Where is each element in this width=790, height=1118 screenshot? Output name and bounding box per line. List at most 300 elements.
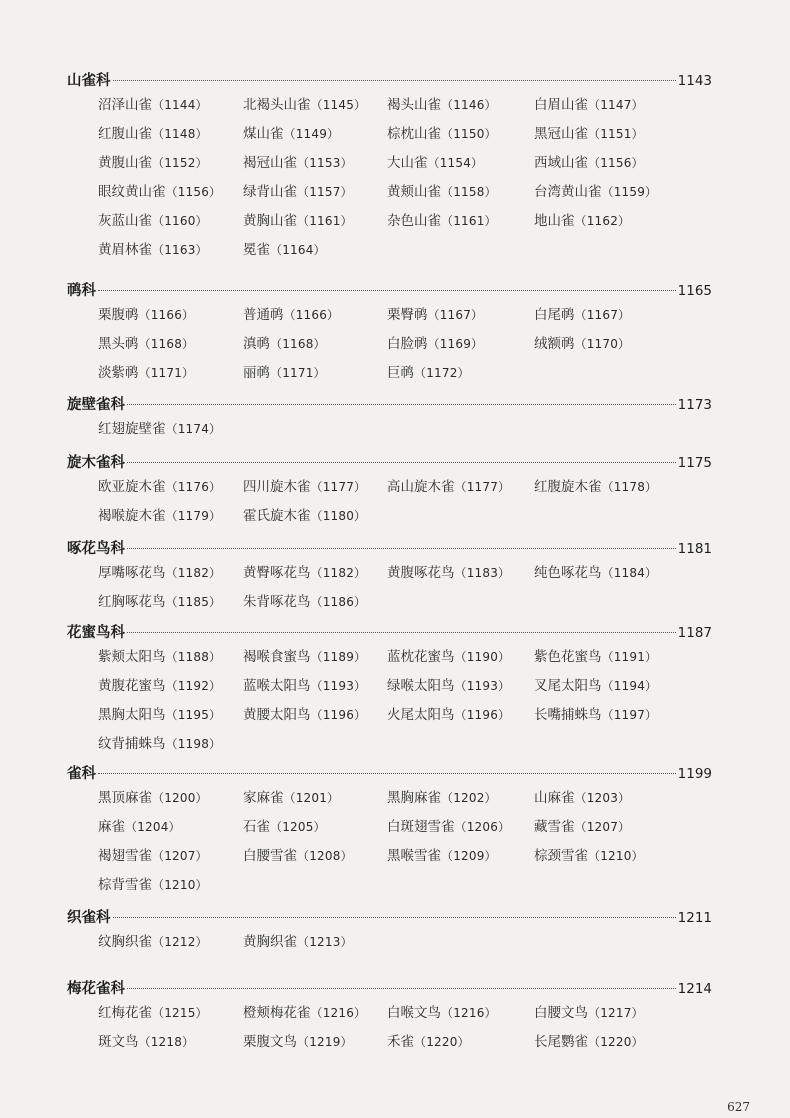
species-entry[interactable] [243,210,387,239]
species-name: 黄臀啄花鸟 [243,565,311,581]
species-entry[interactable] [534,476,684,505]
paren-close: ） [631,156,644,170]
paren-open: （ [165,679,178,693]
species-entry[interactable] [243,94,387,123]
page-number: 627 [727,1100,750,1114]
paren-open: （ [152,98,165,112]
species-entry[interactable] [534,787,684,816]
paren-close: ） [484,127,497,141]
species-entry[interactable] [243,787,387,816]
species-page-number: 1182 [177,566,210,580]
species-entry[interactable] [98,816,243,845]
species-entry[interactable] [534,704,684,733]
species-page-number: 1167 [586,308,619,322]
species-page-number: 1159 [613,185,646,199]
species-name: 北褐头山雀 [243,97,311,113]
species-name: 灰蓝山雀 [98,213,152,229]
species-entry[interactable] [98,418,243,447]
paren-close: ） [618,308,631,322]
species-entry[interactable] [387,304,534,333]
species-name: 厚嘴啄花鸟 [98,565,166,581]
species-name: 蓝喉太阳鸟 [243,678,311,694]
species-entry[interactable] [98,646,243,675]
family-header[interactable] [67,906,712,928]
species-list [98,931,712,960]
paren-close: ） [484,214,497,228]
species-page-number: 1151 [600,127,632,141]
species-page-number: 1216 [322,1006,355,1020]
paren-open: （ [441,98,454,112]
species-page-number: 1153 [309,156,341,170]
paren-close: ） [209,422,222,436]
paren-close: ） [327,308,340,322]
species-page-number: 1160 [164,214,196,228]
paren-close: ） [354,566,367,580]
paren-open: （ [165,595,178,609]
species-entry[interactable] [243,931,387,960]
paren-close: ） [168,820,181,834]
species-entry[interactable] [534,675,684,704]
species-page-number: 1149 [295,127,328,141]
paren-open: （ [441,185,454,199]
species-entry[interactable] [98,94,243,123]
family-header[interactable] [67,762,712,784]
paren-close: ） [484,185,497,199]
species-entry[interactable] [243,505,387,534]
paren-open: （ [574,337,587,351]
species-entry[interactable] [98,1031,243,1060]
species-page-number: 1150 [453,127,485,141]
species-page-number: 1162 [586,214,619,228]
species-page-number: 1217 [600,1006,632,1020]
species-page-number: 1212 [164,935,196,949]
species-entry[interactable] [534,1002,684,1031]
paren-open: （ [601,566,614,580]
family-section [67,906,712,960]
species-entry[interactable] [387,845,534,874]
species-name: 黑顶麻雀 [98,790,152,806]
paren-close: ） [471,337,484,351]
dot-leader [127,404,676,405]
species-name: 棕背雪雀 [98,877,152,893]
paren-open: （ [138,308,151,322]
paren-close: ） [498,679,511,693]
species-entry[interactable] [243,1031,387,1060]
species-entry[interactable] [243,845,387,874]
species-name: 黄腰太阳鸟 [243,707,311,723]
family-header[interactable] [67,393,712,415]
paren-open: （ [270,337,283,351]
family-header[interactable] [67,621,712,643]
species-entry[interactable] [387,362,534,391]
paren-open: （ [297,156,310,170]
species-entry[interactable] [98,845,243,874]
paren-close: ） [631,98,644,112]
species-name: 巨䴓 [387,365,414,381]
species-name: 石雀 [243,819,270,835]
species-name: 黄颊山雀 [387,184,441,200]
paren-close: ） [195,127,208,141]
family-page-number: 1175 [677,455,712,471]
species-entry[interactable] [98,333,243,362]
paren-open: （ [588,1035,601,1049]
family-section [67,451,712,534]
paren-close: ） [340,849,353,863]
species-name: 地山雀 [534,213,575,229]
paren-open: （ [454,480,467,494]
paren-close: ） [195,878,208,892]
species-name: 长嘴捕蛛鸟 [534,707,602,723]
species-entry[interactable] [98,733,243,762]
species-entry[interactable] [387,210,534,239]
paren-open: （ [601,708,614,722]
species-entry[interactable] [387,152,534,181]
species-entry[interactable] [387,476,534,505]
species-name: 煤山雀 [243,126,284,142]
species-entry[interactable] [98,239,243,268]
species-name: 褐冠山雀 [243,155,297,171]
paren-open: （ [441,849,454,863]
species-page-number: 1205 [282,820,314,834]
paren-open: （ [310,566,323,580]
species-name: 橙颊梅花雀 [243,1005,311,1021]
paren-open: （ [270,243,283,257]
species-page-number: 1195 [177,708,210,722]
family-name: 旋壁雀科 [67,397,125,413]
species-page-number: 1210 [164,878,196,892]
paren-close: ） [340,185,353,199]
paren-open: （ [283,308,296,322]
species-entry[interactable] [387,94,534,123]
species-name: 欧亚旋木雀 [98,479,166,495]
paren-open: （ [152,214,165,228]
paren-open: （ [310,679,323,693]
paren-close: ） [354,595,367,609]
species-page-number: 1168 [150,337,183,351]
species-entry[interactable] [98,152,243,181]
paren-close: ） [484,98,497,112]
species-name: 霍氏旋木雀 [243,508,311,524]
species-entry[interactable] [243,675,387,704]
species-entry[interactable] [98,181,243,210]
species-entry[interactable] [243,646,387,675]
paren-close: ） [209,566,222,580]
species-name: 栗腹文鸟 [243,1034,297,1050]
paren-close: ） [313,820,326,834]
species-page-number: 1220 [600,1035,632,1049]
species-name: 白斑翅雪雀 [387,819,455,835]
family-header[interactable] [67,279,712,301]
species-page-number: 1164 [282,243,314,257]
family-name: 旋木雀科 [67,455,125,471]
paren-close: ） [195,156,208,170]
species-entry[interactable] [387,787,534,816]
species-name: 紫颊太阳鸟 [98,649,166,665]
species-page-number: 1196 [322,708,355,722]
paren-close: ） [484,1006,497,1020]
species-entry[interactable] [387,333,534,362]
species-page-number: 1183 [466,566,499,580]
species-name: 山麻雀 [534,790,575,806]
species-page-number: 1216 [453,1006,485,1020]
species-page-number: 1192 [177,679,210,693]
species-entry[interactable] [387,1031,534,1060]
species-page-number: 1146 [453,98,485,112]
dot-leader [98,773,676,774]
species-entry[interactable] [98,931,243,960]
species-entry[interactable] [98,476,243,505]
paren-open: （ [165,422,178,436]
paren-close: ） [457,366,470,380]
species-entry[interactable] [534,152,684,181]
species-entry[interactable] [243,362,387,391]
species-entry[interactable] [534,646,684,675]
species-page-number: 1193 [322,679,355,693]
species-page-number: 1154 [439,156,472,170]
species-name: 淡紫䴓 [98,365,139,381]
species-page-number: 1176 [177,480,210,494]
paren-close: ） [340,935,353,949]
species-entry[interactable] [98,675,243,704]
family-header[interactable] [67,69,712,91]
paren-close: ） [484,849,497,863]
species-page-number: 1207 [586,820,619,834]
family-name: 织雀科 [67,910,111,926]
dot-leader [127,988,676,989]
species-entry[interactable] [243,591,387,620]
species-name: 斑文鸟 [98,1034,139,1050]
species-page-number: 1156 [600,156,632,170]
species-name: 黑胸太阳鸟 [98,707,166,723]
paren-close: ） [498,480,511,494]
species-list [98,646,712,762]
paren-open: （ [310,650,323,664]
family-page-number: 1173 [677,397,712,413]
species-entry[interactable] [98,505,243,534]
species-name: 西域山雀 [534,155,588,171]
family-section [67,393,712,447]
species-entry[interactable] [98,591,243,620]
species-page-number: 1196 [466,708,499,722]
dot-leader [127,548,676,549]
species-entry[interactable] [243,304,387,333]
species-name: 黄腹山雀 [98,155,152,171]
species-entry[interactable] [387,181,534,210]
species-entry[interactable] [387,704,534,733]
family-header[interactable] [67,977,712,999]
species-list [98,562,712,620]
species-entry[interactable] [387,646,534,675]
species-page-number: 1171 [150,366,183,380]
paren-open: （ [152,1006,165,1020]
species-list [98,94,712,268]
species-entry[interactable] [243,562,387,591]
species-entry[interactable] [98,1002,243,1031]
paren-close: ） [631,849,644,863]
paren-close: ） [354,1006,367,1020]
species-name: 冕雀 [243,242,270,258]
paren-open: （ [125,820,138,834]
species-entry[interactable] [98,874,243,903]
species-entry[interactable] [243,123,387,152]
paren-open: （ [283,127,296,141]
paren-open: （ [297,849,310,863]
paren-open: （ [152,127,165,141]
species-page-number: 1144 [164,98,196,112]
paren-open: （ [152,156,165,170]
paren-open: （ [165,509,178,523]
species-page-number: 1201 [295,791,328,805]
paren-open: （ [441,127,454,141]
species-name: 纹背捕蛛鸟 [98,736,166,752]
paren-open: （ [297,935,310,949]
species-entry[interactable] [387,562,534,591]
paren-close: ） [209,185,222,199]
paren-close: ） [484,791,497,805]
paren-close: ） [631,127,644,141]
species-name: 棕枕山雀 [387,126,441,142]
paren-open: （ [414,366,427,380]
paren-close: ） [354,98,367,112]
species-name: 褐翅雪雀 [98,848,152,864]
species-entry[interactable] [387,816,534,845]
species-entry[interactable] [98,123,243,152]
species-entry[interactable] [243,333,387,362]
species-entry[interactable] [534,94,684,123]
dot-leader [127,632,676,633]
species-entry[interactable] [387,123,534,152]
species-name: 黑喉雪雀 [387,848,441,864]
species-page-number: 1171 [282,366,314,380]
paren-close: ） [618,820,631,834]
species-page-number: 1186 [322,595,355,609]
paren-open: （ [297,214,310,228]
species-name: 大山雀 [387,155,428,171]
species-name: 褐喉旋木雀 [98,508,166,524]
paren-open: （ [152,243,165,257]
species-entry[interactable] [243,152,387,181]
species-name: 家麻雀 [243,790,284,806]
paren-open: （ [310,708,323,722]
paren-close: ） [209,679,222,693]
paren-close: ） [195,849,208,863]
paren-close: ） [182,337,195,351]
species-entry[interactable] [243,476,387,505]
paren-open: （ [441,1006,454,1020]
species-entry[interactable] [534,1031,684,1060]
species-name: 绿喉太阳鸟 [387,678,455,694]
paren-close: ） [645,480,658,494]
paren-close: ） [195,243,208,257]
family-header[interactable] [67,537,712,559]
species-entry[interactable] [98,362,243,391]
species-entry[interactable] [98,787,243,816]
species-entry[interactable] [534,181,684,210]
species-entry[interactable] [243,239,387,268]
species-entry[interactable] [98,704,243,733]
paren-open: （ [138,366,151,380]
species-entry[interactable] [534,123,684,152]
species-page-number: 1168 [282,337,314,351]
family-name: 雀科 [67,766,96,782]
paren-close: ） [498,650,511,664]
species-entry[interactable] [534,562,684,591]
family-section [67,621,712,762]
species-page-number: 1161 [309,214,341,228]
species-entry[interactable] [243,704,387,733]
paren-open: （ [152,878,165,892]
species-name: 红胸啄花鸟 [98,594,166,610]
paren-close: ） [313,366,326,380]
species-entry[interactable] [98,210,243,239]
species-name: 白脸䴓 [387,336,428,352]
paren-close: ） [354,480,367,494]
species-page-number: 1156 [177,185,210,199]
paren-open: （ [297,1035,310,1049]
species-entry[interactable] [243,181,387,210]
family-name: 花蜜鸟科 [67,625,125,641]
family-name: 啄花鸟科 [67,541,125,557]
paren-open: （ [588,98,601,112]
species-entry[interactable] [534,845,684,874]
species-name: 叉尾太阳鸟 [534,678,602,694]
species-entry[interactable] [387,675,534,704]
species-page-number: 1198 [177,737,210,751]
paren-open: （ [454,708,467,722]
paren-close: ） [195,214,208,228]
species-page-number: 1213 [309,935,341,949]
species-entry[interactable] [534,304,684,333]
paren-close: ） [631,1006,644,1020]
paren-open: （ [454,820,467,834]
paren-open: （ [138,1035,151,1049]
species-name: 丽䴓 [243,365,270,381]
species-entry[interactable] [387,1002,534,1031]
species-list [98,304,712,391]
paren-open: （ [310,480,323,494]
family-section [67,279,712,391]
paren-open: （ [427,337,440,351]
species-name: 黄腹啄花鸟 [387,565,455,581]
paren-open: （ [138,337,151,351]
species-entry[interactable] [534,816,684,845]
species-page-number: 1219 [309,1035,341,1049]
species-name: 栗腹䴓 [98,307,139,323]
species-page-number: 1191 [613,650,646,664]
species-name: 滇䴓 [243,336,270,352]
species-name: 栗臀䴓 [387,307,428,323]
species-entry[interactable] [98,562,243,591]
species-entry[interactable] [98,304,243,333]
species-entry[interactable] [243,816,387,845]
paren-open: （ [454,566,467,580]
species-name: 褐喉食蜜鸟 [243,649,311,665]
species-entry[interactable] [243,1002,387,1031]
family-name: 梅花雀科 [67,981,125,997]
species-entry[interactable] [534,333,684,362]
species-page-number: 1193 [466,679,499,693]
species-page-number: 1200 [164,791,196,805]
paren-close: ） [645,185,658,199]
species-name: 褐头山雀 [387,97,441,113]
species-entry[interactable] [534,210,684,239]
family-header[interactable] [67,451,712,473]
paren-close: ） [631,1035,644,1049]
species-name: 纯色啄花鸟 [534,565,602,581]
species-name: 眼纹黄山雀 [98,184,166,200]
paren-close: ） [195,98,208,112]
paren-open: （ [165,650,178,664]
